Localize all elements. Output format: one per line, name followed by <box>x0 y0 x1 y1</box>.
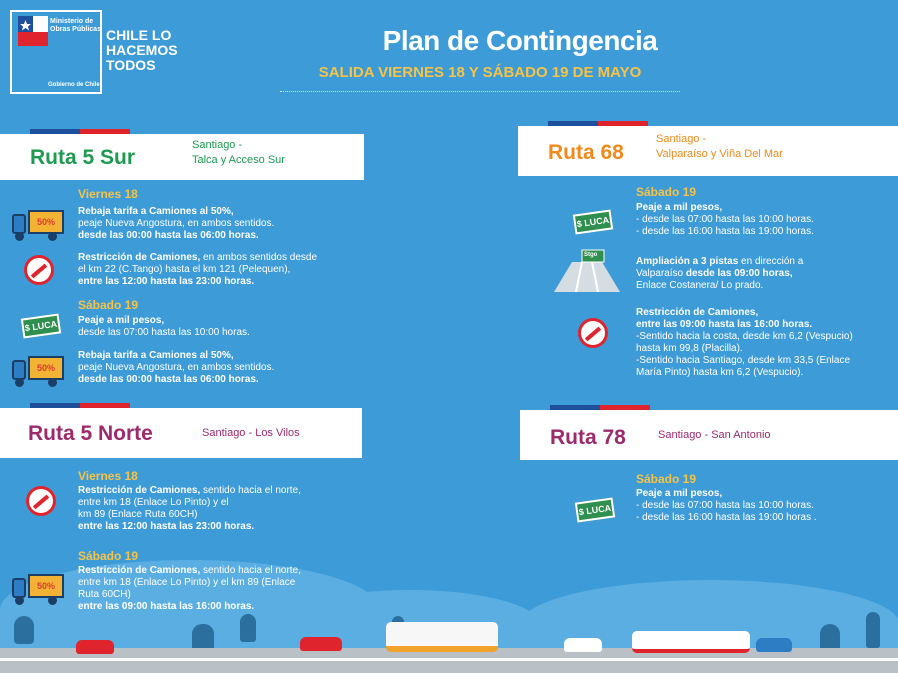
route-name: Ruta 5 Sur <box>30 146 136 169</box>
road-line <box>0 658 898 661</box>
day-label: Sábado 19 <box>636 472 697 486</box>
info-block: Restricción de Camiones, en ambos sentidos desde el km 22 (C.Tango) hasta el km 121 (Pelequen), entre las 12:00 hasta las 23:00 horas. <box>78 252 318 287</box>
route-name: Ruta 5 Norte <box>28 422 153 445</box>
bus-icon <box>632 631 750 653</box>
ministry-name: Ministerio de Obras Públicas <box>50 18 101 33</box>
day-label: Viernes 18 <box>78 469 138 483</box>
highway-sign-text: Stgo <box>584 252 598 258</box>
luca-icon: $ LUCA <box>21 313 61 338</box>
slogan: CHILE LO HACEMOS TODOS <box>106 27 178 73</box>
route-name: Ruta 68 <box>548 141 624 164</box>
no-entry-icon <box>24 255 54 285</box>
blue-car-icon <box>756 638 792 652</box>
info-block: Peaje a mil pesos, desde las 07:00 hasta las 10:00 horas. <box>78 315 250 338</box>
day-label: Viernes 18 <box>78 187 138 201</box>
bus-icon <box>386 622 498 652</box>
luca-icon: $ LUCA <box>573 209 613 234</box>
route-destination: Santiago - Valparaíso y Viña Del Mar <box>656 133 783 160</box>
luca-icon: $ LUCA <box>575 497 615 522</box>
route-header-ruta5sur <box>0 134 364 180</box>
page-title: Plan de Contingencia <box>382 25 658 56</box>
day-label: Sábado 19 <box>78 549 139 563</box>
route-name: Ruta 78 <box>550 426 626 449</box>
route-destination: Santiago - San Antonio <box>658 429 771 441</box>
white-car-icon <box>564 638 602 652</box>
gobierno-label: Gobierno de Chile <box>48 82 100 88</box>
tree-icon <box>14 616 34 644</box>
ministry-logo <box>10 10 102 94</box>
info-block: Rebaja tarifa a Camiones al 50%, peaje Nueva Angostura, en ambos sentidos. desde las 00:00 hasta las 06:00 horas. <box>78 350 275 385</box>
info-block: Restricción de Camiones, sentido hacia el norte, entre km 18 (Enlace Lo Pinto) y el km 89 (Enlace Ruta 60CH) entre las 09:00 hasta las 16:00 horas. <box>78 565 301 612</box>
info-block: Rebaja tarifa a Camiones al 50%, peaje Nueva Angostura, en ambos sentidos. desde las 00:00 hasta las 06:00 horas. <box>78 206 275 241</box>
route-destination: Santiago - Los Vilos <box>202 427 300 439</box>
shield-icon <box>18 16 48 50</box>
red-car-icon <box>300 637 342 651</box>
tree-icon <box>240 614 256 642</box>
route-header-ruta5norte <box>0 408 362 458</box>
day-label: Sábado 19 <box>636 185 697 199</box>
no-entry-icon <box>578 318 608 348</box>
info-block: Restricción de Camiones, sentido hacia el norte, entre km 18 (Enlace Lo Pinto) y el km 89 (Enlace Ruta 60CH) entre las 12:00 hasta las 23:00 horas. <box>78 485 301 532</box>
info-block: Peaje a mil pesos, - desde las 07:00 hasta las 10:00 horas. - desde las 16:00 hasta las 19:00 horas. <box>636 202 814 237</box>
red-car-icon <box>76 640 114 654</box>
info-block: Restricción de Camiones, entre las 09:00 hasta las 16:00 horas. -Sentido hacia la costa, desde km 6,2 (Vespucio) hasta km 99,8 (Placilla). -Sentido hacia Santiago, desde km 33,5 (Enlace María Pinto) hasta km 6,2 (Vespucio). <box>636 307 853 378</box>
route-header-ruta78 <box>520 410 898 460</box>
info-block: Ampliación a 3 pistas en dirección a Valparaíso desde las 09:00 horas, Enlace Costanera/ Lo prado. <box>636 256 804 291</box>
info-block: Peaje a mil pesos, - desde las 07:00 hasta las 10:00 horas. - desde las 16:00 hasta las 19:00 horas . <box>636 488 817 523</box>
page-subtitle: SALIDA VIERNES 18 Y SÁBADO 19 DE MAYO <box>318 64 642 81</box>
palm-tree-icon <box>866 612 880 648</box>
truck-50-icon: 50% <box>12 208 64 238</box>
truck-50-icon: 50% <box>12 572 64 602</box>
title-divider <box>280 91 680 92</box>
no-entry-icon <box>26 486 56 516</box>
route-header-ruta68 <box>518 126 898 176</box>
route-destination: Santiago - Talca y Acceso Sur <box>192 139 285 166</box>
truck-50-icon: 50% <box>12 354 64 384</box>
day-label: Sábado 19 <box>78 298 139 312</box>
